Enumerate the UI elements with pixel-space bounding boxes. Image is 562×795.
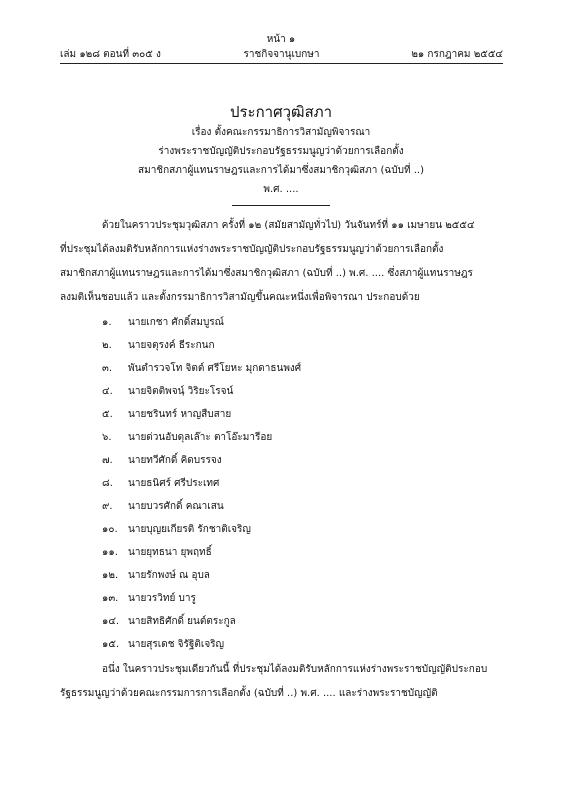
member-name: นายเกชา ศักดิ์สมบูรณ์ (128, 317, 224, 328)
item-number: ๑๕. (102, 639, 120, 650)
list-item (102, 408, 301, 431)
member-name: นายธนิศร์ ศรีประเทศ (128, 478, 220, 489)
closing-line: อนึ่ง ในคราวประชุมเดียวกันนี้ ที่ประชุมได้ลงมติรับหลักการแห่งร่างพระราชบัญญัติประกอบ (102, 664, 488, 675)
member-name: นายสิทธิศักดิ์ ยนต์ตระกูล (128, 616, 236, 627)
member-name: นายรักพงษ์ ณ อุบล (128, 570, 210, 581)
intro-line: สมาชิกสภาผู้แทนราษฎรและการได้มาซึ่งสมาชิกวุฒิสภา (ฉบับที่ ..) พ.ศ. .... ซึ่งสภาผู้แทนราษฎร (60, 268, 473, 279)
item-number: ๓. (102, 363, 113, 374)
item-number: ๘. (102, 478, 113, 489)
member-list (102, 316, 301, 661)
member-name: นายทวีศักดิ์ คิดบรรจง (128, 455, 222, 466)
member-name: นายยุทธนา ยุพฤทธิ์ (128, 547, 212, 558)
item-number: ๔. (102, 386, 113, 397)
item-number: ๒. (102, 340, 112, 351)
page-number: หน้า ๑ (266, 34, 296, 45)
gazette-header (60, 47, 503, 63)
item-number: ๑๓. (102, 593, 119, 604)
member-name: นายจตุรงค์ ธีระกนก (128, 340, 215, 351)
list-item (102, 500, 301, 523)
announcement-title: ประกาศวุฒิสภา (229, 103, 333, 121)
list-item (102, 339, 301, 362)
member-name: นายวรวิทย์ บารู (128, 593, 196, 604)
publication-name: ราชกิจจานุเบกษา (243, 49, 320, 60)
list-item (102, 523, 301, 546)
item-number: ๑. (102, 317, 112, 328)
member-name: นายชรินทร์ หาญสืบสาย (128, 409, 232, 420)
list-item (102, 569, 301, 592)
list-item (102, 638, 301, 661)
item-number: ๗. (102, 455, 113, 466)
intro-line: ลงมติเห็นชอบแล้ว และตั้งกรรมาธิการวิสามัญขึ้นคณะหนึ่งเพื่อพิจารณา ประกอบด้วย (60, 292, 420, 303)
title-rule (232, 205, 330, 206)
list-item (102, 592, 301, 615)
list-item (102, 362, 301, 385)
subject-line: สมาชิกสภาผู้แทนราษฎรและการได้มาซึ่งสมาชิกวุฒิสภา (ฉบับที่ ..) (138, 165, 424, 176)
closing-line: รัฐธรรมนูญว่าด้วยคณะกรรมการการเลือกตั้ง (ฉบับที่ ..) พ.ศ. .... และร่างพระราชบัญญัติ (60, 688, 438, 699)
subject-line: พ.ศ. .... (263, 184, 299, 195)
intro-line: ด้วยในคราวประชุมวุฒิสภา ครั้งที่ ๑๒ (สมัยสามัญทั่วไป) วันจันทร์ที่ ๑๑ เมษายน ๒๕๕๔ (102, 220, 475, 231)
member-name: นายด่วนอับดุลเล๊าะ ตาโอ๊ะมารีอย (128, 432, 273, 443)
item-number: ๑๒. (102, 570, 119, 581)
subject-line: เรื่อง ตั้งคณะกรรมาธิการวิสามัญพิจารณา (191, 127, 371, 138)
member-name: นายสุรเดช จิรัฐิติเจริญ (128, 639, 225, 650)
header-divider (60, 63, 503, 64)
subject-line: ร่างพระราชบัญญัติประกอบรัฐธรรมนูญว่าด้วยการเลือกตั้ง (158, 146, 404, 157)
list-item (102, 431, 301, 454)
member-name: นายบวรศักดิ์ คณาเสน (128, 501, 224, 512)
intro-line: ที่ประชุมได้ลงมติรับหลักการแห่งร่างพระราชบัญญัติประกอบรัฐธรรมนูญว่าด้วยการเลือกตั้ง (60, 244, 444, 255)
item-number: ๑๔. (102, 616, 120, 627)
item-number: ๑๑. (102, 547, 118, 558)
list-item (102, 615, 301, 638)
item-number: ๕. (102, 409, 113, 420)
list-item (102, 454, 301, 477)
item-number: ๖. (102, 432, 112, 443)
list-item (102, 477, 301, 500)
publication-date: ๒๑ กรกฎาคม ๒๕๕๔ (411, 49, 503, 60)
member-name: นายจิตติพจนฺ์ วิริยะโรจน์ (128, 386, 234, 397)
list-item (102, 316, 301, 339)
volume-issue: เล่ม ๑๒๘ ตอนที่ ๓๐๕ ง (60, 49, 161, 60)
list-item (102, 546, 301, 569)
member-name: นายบุญยเกียรติ รักชาติเจริญ (128, 524, 251, 535)
item-number: ๑๐. (102, 524, 118, 535)
list-item (102, 385, 301, 408)
item-number: ๙. (102, 501, 113, 512)
member-name: พันตำรวจโท จิตต์ ศรีโยหะ มุกดาธนพงศ์ (128, 363, 302, 374)
